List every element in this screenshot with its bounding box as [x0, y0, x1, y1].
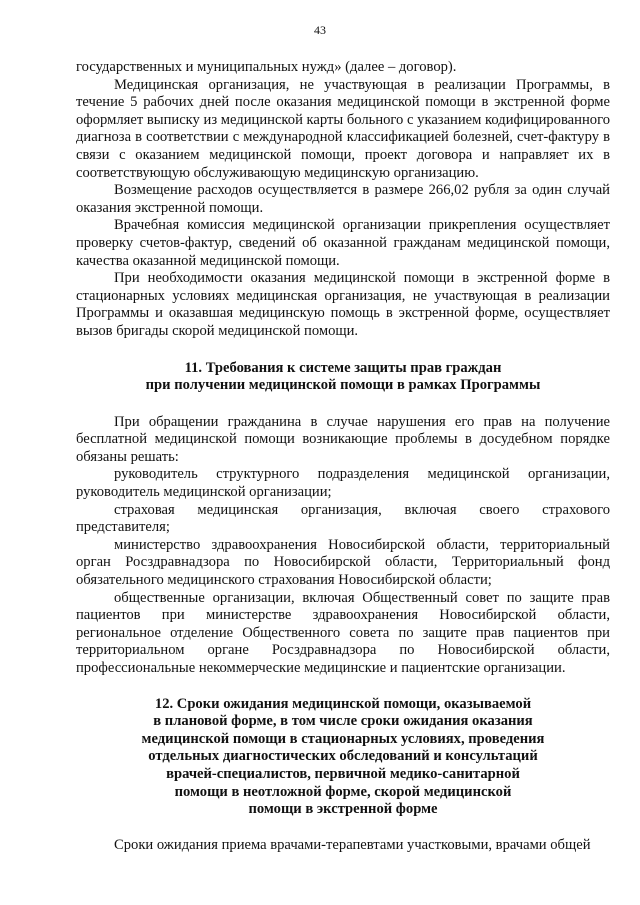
heading-line: врачей-специалистов, первичной медико-санитарной — [166, 765, 520, 782]
heading-line: помощи в неотложной форме, скорой медицинской — [174, 783, 512, 800]
paragraph: общественные организации, включая Общественный совет по защите прав пациентов при министерстве здравоохранения Новосибирской области, региональное отделение Общественного совета по защите прав пациентов при территориальном органе Росздравнадзора по Новосибирской области, профессиональные некоммерческие медицинские и пациентские организации. — [76, 589, 610, 676]
paragraph-continuation: государственных и муниципальных нужд» (далее – договор). — [76, 59, 457, 75]
paragraph: Медицинская организация, не участвующая в реализации Программы, в течение 5 рабочих дней после оказания медицинской помощи в экстренной форме оформляет выписку из медицинской карты больного с указанием кодифицированного диагноза в соответствии с международной классификацией болезней, счет-фактуру в связи с оказанием медицинской помощи, проект договора и направляет их в соответствующую обслуживающую медицинскую организацию. — [76, 76, 610, 181]
paragraph: При необходимости оказания медицинской помощи в экстренной форме в стационарных условиях медицинская организация, не участвующая в реализации Программы и оказавшая медицинскую помощь в экстренной форме, осуществляет вызов бригады скорой медицинской помощи. — [76, 270, 610, 339]
heading-line: медицинской помощи в стационарных условиях, проведения — [141, 730, 545, 747]
heading-line: в плановой форме, в том числе сроки ожидания оказания — [153, 713, 533, 730]
paragraph: страховая медицинская организация, включая своего страхового представителя; — [76, 501, 610, 536]
section-12-heading — [76, 696, 610, 819]
page-number: 43 — [314, 23, 326, 37]
paragraph: министерство здравоохранения Новосибирской области, территориальный орган Росздравнадзора по Новосибирской области, Территориальный фонд обязательного медицинского страхования Новосибирской области; — [76, 536, 610, 589]
heading-line: 12. Сроки ожидания медицинской помощи, оказываемой — [154, 695, 532, 712]
heading-line: отдельных диагностических обследований и консультаций — [148, 748, 538, 765]
section-11-heading — [76, 360, 610, 395]
paragraph: Врачебная комиссия медицинской организации прикрепления осуществляет проверку счетов-фактур, сведений об оказанной гражданам медицинской помощи, качества оказанной медицинской помощи. — [76, 217, 610, 269]
paragraph: Сроки ожидания приема врачами-терапевтами участковыми, врачами общей — [114, 836, 591, 853]
heading-line: при получении медицинской помощи в рамках Программы — [145, 377, 541, 394]
paragraph: При обращении гражданина в случае нарушения его прав на получение бесплатной медицинской помощи возникающие проблемы в досудебном порядке обязаны решать: — [76, 413, 610, 465]
paragraph: руководитель структурного подразделения медицинской организации, руководитель медицинской организации; — [76, 466, 610, 501]
document-body — [76, 59, 610, 854]
paragraph: Возмещение расходов осуществляется в размере 266,02 рубля за один случай оказания экстренной помощи. — [76, 182, 610, 216]
heading-line: 11. Требования к системе защиты прав граждан — [184, 359, 502, 376]
heading-line: помощи в экстренной форме — [248, 801, 438, 818]
